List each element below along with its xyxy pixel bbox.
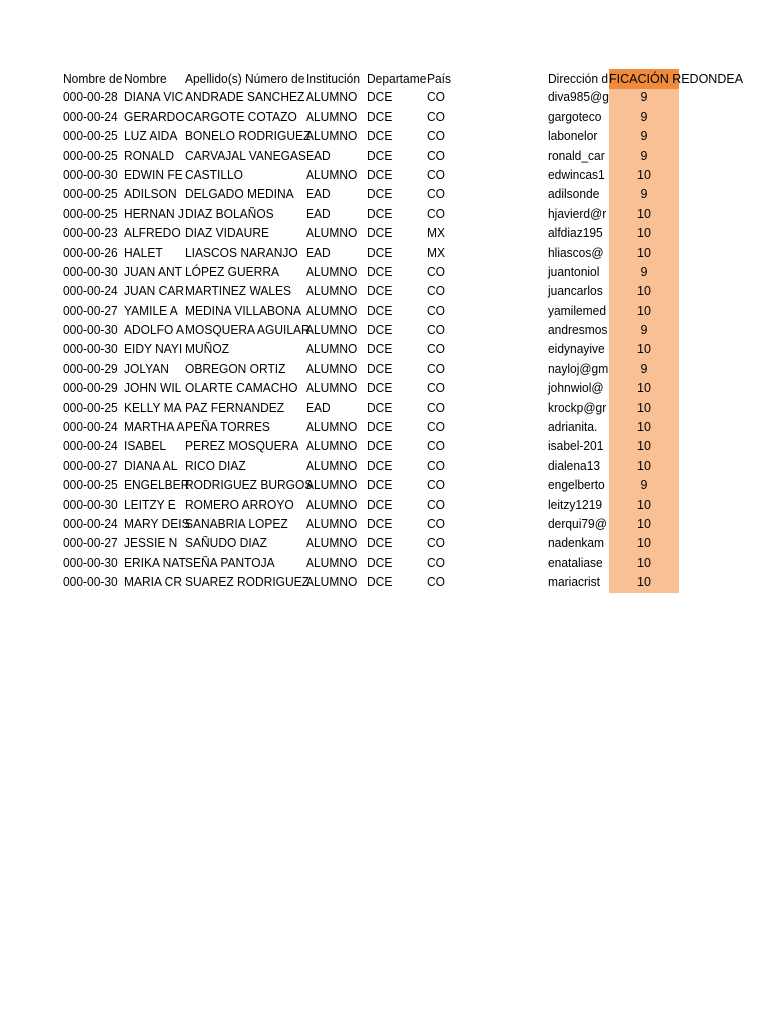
cell-departamento[interactable]: DCE [367, 264, 393, 279]
cell-id[interactable]: 000-00-25 [63, 478, 118, 493]
cell-nombre[interactable]: EIDY NAYI [124, 342, 183, 357]
cell-calificacion[interactable]: 10 [637, 400, 651, 415]
cell-institucion[interactable]: EAD [306, 148, 331, 163]
cell-institucion[interactable]: EAD [306, 400, 331, 415]
cell-calificacion[interactable]: 10 [637, 226, 651, 241]
cell-institucion[interactable]: ALUMNO [306, 497, 358, 512]
cell-institucion[interactable]: ALUMNO [306, 536, 358, 551]
cell-calificacion[interactable]: 10 [637, 458, 651, 473]
cell-apellido[interactable]: MOSQUERA AGUILAR [185, 323, 310, 338]
cell-apellido[interactable]: ANDRADE SANCHEZ [185, 90, 305, 105]
cell-direccion[interactable]: isabel-201 [548, 439, 604, 454]
cell-nombre[interactable]: ALFREDO [124, 226, 181, 241]
cell-apellido[interactable]: OBREGON ORTIZ [185, 361, 286, 376]
header-cell[interactable]: Dirección d [548, 72, 609, 86]
cell-pais[interactable]: CO [427, 323, 445, 338]
cell-departamento[interactable]: DCE [367, 342, 393, 357]
cell-nombre[interactable]: MARTHA A [124, 420, 185, 435]
cell-nombre[interactable]: ENGELBER [124, 478, 190, 493]
cell-id[interactable]: 000-00-30 [63, 575, 118, 590]
cell-apellido[interactable]: SANABRIA LOPEZ [185, 516, 288, 531]
header-cell[interactable]: Nombre de [63, 72, 123, 86]
cell-calificacion[interactable]: 9 [640, 148, 648, 163]
cell-pais[interactable]: CO [427, 575, 445, 590]
cell-pais[interactable]: CO [427, 284, 445, 299]
cell-departamento[interactable]: DCE [367, 167, 393, 182]
cell-apellido[interactable]: DIAZ VIDAURE [185, 226, 270, 241]
cell-institucion[interactable]: ALUMNO [306, 361, 358, 376]
cell-apellido[interactable]: BONELO RODRIGUEZ [185, 129, 311, 144]
cell-id[interactable]: 000-00-30 [63, 264, 118, 279]
cell-direccion[interactable]: engelberto [548, 478, 605, 493]
cell-institucion[interactable]: ALUMNO [306, 226, 358, 241]
cell-departamento[interactable]: DCE [367, 284, 393, 299]
cell-calificacion[interactable]: 10 [637, 516, 651, 531]
cell-departamento[interactable]: DCE [367, 323, 393, 338]
cell-pais[interactable]: CO [427, 400, 445, 415]
cell-id[interactable]: 000-00-28 [63, 90, 118, 105]
cell-apellido[interactable]: PAZ FERNANDEZ [185, 400, 285, 415]
cell-apellido[interactable]: PEÑA TORRES [185, 420, 270, 435]
cell-direccion[interactable]: edwincas1 [548, 167, 605, 182]
cell-calificacion[interactable]: 10 [637, 303, 651, 318]
cell-apellido[interactable]: LIASCOS NARANJO [185, 245, 298, 260]
cell-direccion[interactable]: dialena13 [548, 458, 601, 473]
cell-apellido[interactable]: RICO DIAZ [185, 458, 246, 473]
cell-apellido[interactable]: MUÑOZ [185, 342, 229, 357]
cell-departamento[interactable]: DCE [367, 420, 393, 435]
cell-id[interactable]: 000-00-30 [63, 497, 118, 512]
cell-nombre[interactable]: JUAN CAR [124, 284, 185, 299]
cell-apellido[interactable]: CASTILLO [185, 167, 244, 182]
cell-id[interactable]: 000-00-24 [63, 420, 118, 435]
cell-apellido[interactable]: SAÑUDO DIAZ [185, 536, 268, 551]
cell-institucion[interactable]: ALUMNO [306, 284, 358, 299]
cell-pais[interactable]: CO [427, 129, 445, 144]
cell-institucion[interactable]: EAD [306, 187, 331, 202]
cell-calificacion[interactable]: 10 [637, 245, 651, 260]
cell-pais[interactable]: CO [427, 167, 445, 182]
cell-pais[interactable]: CO [427, 109, 445, 124]
cell-calificacion[interactable]: 10 [637, 342, 651, 357]
cell-nombre[interactable]: ISABEL [124, 439, 167, 454]
cell-direccion[interactable]: ronald_car [548, 148, 605, 163]
cell-apellido[interactable]: SEÑA PANTOJA [185, 555, 275, 570]
cell-institucion[interactable]: ALUMNO [306, 420, 358, 435]
cell-institucion[interactable]: ALUMNO [306, 458, 358, 473]
cell-pais[interactable]: CO [427, 264, 445, 279]
cell-calificacion[interactable]: 10 [637, 439, 651, 454]
cell-calificacion[interactable]: 10 [637, 381, 651, 396]
cell-calificacion[interactable]: 9 [640, 361, 648, 376]
cell-calificacion[interactable]: 9 [640, 478, 648, 493]
cell-departamento[interactable]: DCE [367, 478, 393, 493]
cell-institucion[interactable]: ALUMNO [306, 516, 358, 531]
cell-direccion[interactable]: enataliase [548, 555, 603, 570]
cell-nombre[interactable]: DIANA AL [124, 458, 178, 473]
cell-direccion[interactable]: alfdiaz195 [548, 226, 603, 241]
cell-direccion[interactable]: gargoteco [548, 109, 602, 124]
cell-institucion[interactable]: ALUMNO [306, 439, 358, 454]
header-cell[interactable]: Nombre [124, 72, 167, 86]
cell-nombre[interactable]: ADILSON [124, 187, 177, 202]
cell-departamento[interactable]: DCE [367, 458, 393, 473]
cell-id[interactable]: 000-00-23 [63, 226, 118, 241]
cell-calificacion[interactable]: 10 [637, 167, 651, 182]
cell-institucion[interactable]: ALUMNO [306, 575, 358, 590]
cell-apellido[interactable]: DIAZ BOLAÑOS [185, 206, 274, 221]
cell-calificacion[interactable]: 10 [637, 555, 651, 570]
cell-id[interactable]: 000-00-26 [63, 245, 118, 260]
cell-pais[interactable]: MX [427, 226, 445, 241]
cell-nombre[interactable]: GERARDO [124, 109, 185, 124]
cell-departamento[interactable]: DCE [367, 226, 393, 241]
cell-institucion[interactable]: EAD [306, 245, 331, 260]
cell-apellido[interactable]: ROMERO ARROYO [185, 497, 294, 512]
cell-institucion[interactable]: ALUMNO [306, 381, 358, 396]
cell-departamento[interactable]: DCE [367, 361, 393, 376]
cell-departamento[interactable]: DCE [367, 206, 393, 221]
cell-id[interactable]: 000-00-27 [63, 536, 118, 551]
cell-direccion[interactable]: derqui79@ [548, 516, 607, 531]
cell-id[interactable]: 000-00-25 [63, 148, 118, 163]
cell-id[interactable]: 000-00-30 [63, 555, 118, 570]
cell-departamento[interactable]: DCE [367, 245, 393, 260]
cell-direccion[interactable]: nadenkam [548, 536, 605, 551]
cell-apellido[interactable]: DELGADO MEDINA [185, 187, 294, 202]
cell-departamento[interactable]: DCE [367, 381, 393, 396]
cell-id[interactable]: 000-00-24 [63, 516, 118, 531]
cell-apellido[interactable]: MARTINEZ WALES [185, 284, 292, 299]
cell-calificacion[interactable]: 10 [637, 497, 651, 512]
cell-pais[interactable]: CO [427, 536, 445, 551]
cell-id[interactable]: 000-00-30 [63, 323, 118, 338]
cell-direccion[interactable]: leitzy1219 [548, 497, 603, 512]
cell-id[interactable]: 000-00-29 [63, 381, 118, 396]
cell-departamento[interactable]: DCE [367, 148, 393, 163]
cell-departamento[interactable]: DCE [367, 90, 393, 105]
cell-direccion[interactable]: johnwiol@ [548, 381, 604, 396]
cell-institucion[interactable]: EAD [306, 206, 331, 221]
cell-departamento[interactable]: DCE [367, 303, 393, 318]
cell-calificacion[interactable]: 9 [640, 90, 648, 105]
cell-nombre[interactable]: JUAN ANT [124, 264, 183, 279]
cell-nombre[interactable]: MARIA CR [124, 575, 183, 590]
cell-direccion[interactable]: krockp@gr [548, 400, 607, 415]
cell-departamento[interactable]: DCE [367, 536, 393, 551]
cell-id[interactable]: 000-00-24 [63, 284, 118, 299]
cell-nombre[interactable]: HALET [124, 245, 163, 260]
cell-nombre[interactable]: JOLYAN [124, 361, 169, 376]
cell-direccion[interactable]: yamilemed [548, 303, 607, 318]
cell-nombre[interactable]: ADOLFO A [124, 323, 185, 338]
cell-apellido[interactable]: OLARTE CAMACHO [185, 381, 298, 396]
cell-id[interactable]: 000-00-30 [63, 167, 118, 182]
cell-calificacion[interactable]: 9 [640, 129, 648, 144]
cell-direccion[interactable]: hjavierd@r [548, 206, 607, 221]
header-cell-grade[interactable]: FICACIÓN REDONDEA [609, 69, 679, 89]
cell-nombre[interactable]: KELLY MA [124, 400, 182, 415]
cell-calificacion[interactable]: 10 [637, 420, 651, 435]
cell-id[interactable]: 000-00-27 [63, 458, 118, 473]
cell-id[interactable]: 000-00-25 [63, 187, 118, 202]
cell-institucion[interactable]: ALUMNO [306, 478, 358, 493]
cell-direccion[interactable]: adrianita. [548, 420, 598, 435]
cell-nombre[interactable]: EDWIN FE [124, 167, 183, 182]
cell-departamento[interactable]: DCE [367, 497, 393, 512]
cell-pais[interactable]: CO [427, 342, 445, 357]
cell-nombre[interactable]: JOHN WIL [124, 381, 182, 396]
cell-nombre[interactable]: HERNAN J [124, 206, 185, 221]
cell-nombre[interactable]: MARY DEIS [124, 516, 190, 531]
cell-pais[interactable]: CO [427, 206, 445, 221]
cell-direccion[interactable]: nayloj@gm [548, 361, 609, 376]
cell-direccion[interactable]: andresmos [548, 323, 608, 338]
cell-id[interactable]: 000-00-25 [63, 400, 118, 415]
cell-institucion[interactable]: ALUMNO [306, 323, 358, 338]
header-cell[interactable]: Número de [245, 72, 305, 86]
cell-calificacion[interactable]: 10 [637, 206, 651, 221]
cell-pais[interactable]: CO [427, 478, 445, 493]
cell-id[interactable]: 000-00-27 [63, 303, 118, 318]
cell-departamento[interactable]: DCE [367, 129, 393, 144]
cell-apellido[interactable]: SUAREZ RODRIGUEZ [185, 575, 310, 590]
header-cell[interactable]: Apellido(s) [185, 72, 242, 86]
cell-pais[interactable]: CO [427, 420, 445, 435]
cell-id[interactable]: 000-00-24 [63, 439, 118, 454]
cell-pais[interactable]: CO [427, 90, 445, 105]
cell-pais[interactable]: CO [427, 555, 445, 570]
cell-institucion[interactable]: ALUMNO [306, 555, 358, 570]
cell-direccion[interactable]: juancarlos [548, 284, 603, 299]
header-cell[interactable]: Departame [367, 72, 427, 86]
cell-calificacion[interactable]: 10 [637, 284, 651, 299]
cell-departamento[interactable]: DCE [367, 555, 393, 570]
cell-pais[interactable]: CO [427, 187, 445, 202]
cell-institucion[interactable]: ALUMNO [306, 167, 358, 182]
cell-apellido[interactable]: MEDINA VILLABONA [185, 303, 302, 318]
cell-departamento[interactable]: DCE [367, 109, 393, 124]
cell-departamento[interactable]: DCE [367, 187, 393, 202]
cell-nombre[interactable]: LEITZY E [124, 497, 176, 512]
cell-apellido[interactable]: LÓPEZ GUERRA [185, 264, 280, 279]
cell-pais[interactable]: CO [427, 303, 445, 318]
cell-institucion[interactable]: ALUMNO [306, 109, 358, 124]
cell-institucion[interactable]: ALUMNO [306, 129, 358, 144]
cell-pais[interactable]: MX [427, 245, 445, 260]
cell-institucion[interactable]: ALUMNO [306, 342, 358, 357]
cell-calificacion[interactable]: 10 [637, 536, 651, 551]
cell-direccion[interactable]: adilsonde [548, 187, 600, 202]
cell-id[interactable]: 000-00-25 [63, 129, 118, 144]
cell-apellido[interactable]: CARVAJAL VANEGAS [185, 148, 306, 163]
cell-apellido[interactable]: RODRIGUEZ BURGOS [185, 478, 313, 493]
cell-direccion[interactable]: mariacrist [548, 575, 601, 590]
cell-id[interactable]: 000-00-25 [63, 206, 118, 221]
cell-apellido[interactable]: PEREZ MOSQUERA [185, 439, 299, 454]
cell-pais[interactable]: CO [427, 381, 445, 396]
cell-institucion[interactable]: ALUMNO [306, 303, 358, 318]
cell-institucion[interactable]: ALUMNO [306, 264, 358, 279]
cell-calificacion[interactable]: 9 [640, 187, 648, 202]
cell-departamento[interactable]: DCE [367, 439, 393, 454]
cell-nombre[interactable]: YAMILE A [124, 303, 178, 318]
cell-departamento[interactable]: DCE [367, 575, 393, 590]
cell-pais[interactable]: CO [427, 148, 445, 163]
cell-direccion[interactable]: eidynayive [548, 342, 605, 357]
cell-calificacion[interactable]: 10 [637, 575, 651, 590]
cell-direccion[interactable]: labonelor [548, 129, 598, 144]
cell-departamento[interactable]: DCE [367, 400, 393, 415]
cell-nombre[interactable]: DIANA VIC [124, 90, 184, 105]
cell-departamento[interactable]: DCE [367, 516, 393, 531]
cell-nombre[interactable]: ERIKA NAT [124, 555, 186, 570]
cell-direccion[interactable]: hliascos@ [548, 245, 604, 260]
cell-pais[interactable]: CO [427, 361, 445, 376]
header-cell[interactable]: País [427, 72, 452, 86]
cell-institucion[interactable]: ALUMNO [306, 90, 358, 105]
cell-pais[interactable]: CO [427, 497, 445, 512]
cell-direccion[interactable]: juantoniol [548, 264, 600, 279]
cell-id[interactable]: 000-00-24 [63, 109, 118, 124]
cell-direccion[interactable]: diva985@g [548, 90, 609, 105]
cell-nombre[interactable]: JESSIE N [124, 536, 178, 551]
cell-calificacion[interactable]: 9 [640, 264, 648, 279]
cell-id[interactable]: 000-00-29 [63, 361, 118, 376]
cell-pais[interactable]: CO [427, 458, 445, 473]
cell-id[interactable]: 000-00-30 [63, 342, 118, 357]
cell-nombre[interactable]: RONALD [124, 148, 175, 163]
header-cell[interactable]: Institución [306, 72, 361, 86]
cell-apellido[interactable]: CARGOTE COTAZO [185, 109, 297, 124]
cell-calificacion[interactable]: 9 [640, 109, 648, 124]
cell-calificacion[interactable]: 9 [640, 323, 648, 338]
cell-pais[interactable]: CO [427, 516, 445, 531]
cell-nombre[interactable]: LUZ AIDA [124, 129, 178, 144]
cell-pais[interactable]: CO [427, 439, 445, 454]
